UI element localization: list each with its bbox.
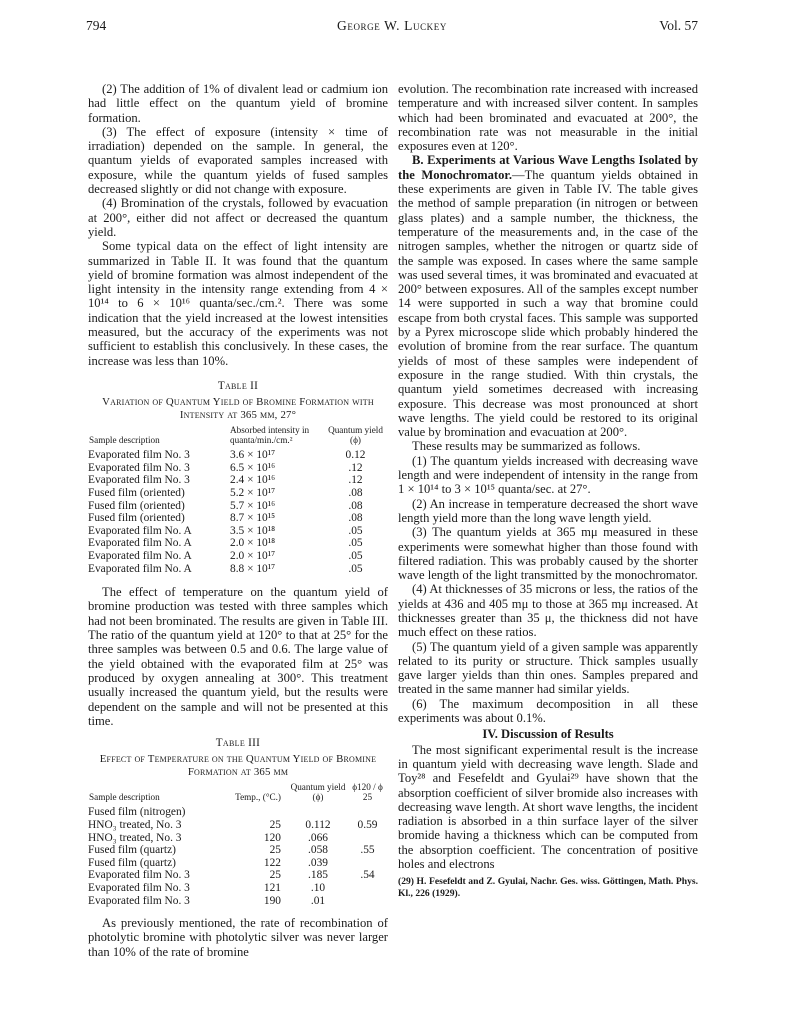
- table-cell: .05: [348, 562, 363, 575]
- paragraph: [398, 153, 698, 439]
- table-row: [88, 462, 388, 475]
- table-cell: Evaporated film No. 3: [88, 869, 190, 882]
- table-cell: [289, 806, 347, 819]
- table-cell: [347, 882, 388, 895]
- table-row: [88, 832, 388, 845]
- table-cell: .12: [348, 474, 363, 487]
- table-3: [88, 782, 388, 907]
- table-cell: HNO₃ treated, No. 3: [88, 819, 182, 832]
- table-cell: .54: [360, 869, 375, 882]
- paragraph: evolution. The recombination rate increased with increased temperature and with increased silver content. In samples which had been brominated and evacuated at 200°, the recombination rate was not measurable in the initial exposures even at 120°.: [398, 82, 698, 154]
- table-cell: Evaporated film No. 3: [88, 894, 190, 907]
- table-row: [88, 869, 388, 882]
- table-cell: 3.5 × 10¹⁸: [230, 524, 276, 537]
- page-header: [86, 18, 698, 38]
- subsection-heading: B. Experiments at Various Wave Lengths Isolated by the Monochromator.: [398, 153, 698, 182]
- table-cell: 5.7 × 10¹⁶: [230, 499, 276, 512]
- table-cell: 3.6 × 10¹⁷: [230, 449, 276, 462]
- table-cell: Fused film (quartz): [88, 856, 176, 869]
- page-number: 794: [86, 18, 107, 33]
- table-cell: .05: [348, 524, 363, 537]
- table-row: [88, 449, 388, 462]
- paragraph: The effect of temperature on the quantum yield of bromine production was tested with three samples which had not been brominated. The results are given in Table III. The ratio of the quantum yield at 120° to that at 25° for the three samples was between 0.5 and 0.6. The large value of the yield obtained with the evaporated film at 25° was produced by oxygen annealing at 300°. This treatment usually increased the quantum yield, but the results were dependent on the sample and will not be presented at this time.: [88, 585, 388, 728]
- table-cell: [230, 806, 289, 819]
- table-cell: Fused film (oriented): [88, 512, 185, 525]
- paragraph: (3) The effect of exposure (intensity × time of irradiation) depended on the sample. In general, the quantum yields of evaporated samples increased with exposure, while the quantum yields of fused samples decreased slightly or did not change with exposure.: [88, 124, 388, 197]
- table-cell: 120: [263, 831, 281, 844]
- left-column: [88, 82, 388, 959]
- table-cell: Evaporated film No. 3: [88, 474, 190, 487]
- table-row: [88, 895, 388, 908]
- table-cell: [347, 857, 388, 870]
- table-row: [88, 550, 388, 563]
- table-cell: .10: [310, 882, 326, 894]
- table-row: [88, 525, 388, 538]
- table-cell: .08: [348, 512, 363, 525]
- table-2-title: Table II: [217, 379, 259, 392]
- running-author: George W. Luckey: [337, 18, 447, 33]
- table-row: [88, 563, 388, 576]
- table-cell: 2.4 × 10¹⁶: [230, 474, 276, 487]
- table-cell: 2.0 × 10¹⁸: [230, 537, 276, 550]
- table-cell: 0.59: [357, 819, 378, 832]
- table-cell: 25: [269, 819, 281, 832]
- paragraph: (3) The quantum yields at 365 mμ measured in these experiments were somewhat higher than those found with filtered radiation. This was probably caused by the shorter wave length of the light transmitted by the monochromator.: [398, 525, 698, 583]
- volume-label: Vol. 57: [659, 18, 698, 33]
- table-cell: .05: [348, 549, 363, 562]
- paragraph: (6) The maximum decomposition in all these experiments was about 0.1%.: [398, 696, 698, 726]
- table-cell: 190: [263, 894, 281, 907]
- table-3-title: Table III: [215, 737, 261, 750]
- table-row: [88, 537, 388, 550]
- table-cell: .12: [348, 461, 363, 474]
- table-cell: Evaporated film No. A: [88, 562, 192, 575]
- paragraph: Some typical data on the effect of light intensity are summarized in Table II. It was found that the quantum yield of bromine formation was almost independent of the light intensity in the intensity range extending from 4 × 10¹⁴ to 6 × 10¹⁶ quanta/sec./cm.². There was some indication that the yield increased at the lowest intensities measured, but the accuracy of the experiments was not sufficient to establish this conclusively. In these cases, the increase was less than 10%.: [88, 239, 388, 368]
- table-cell: .058: [308, 844, 328, 857]
- table-cell: Fused film (oriented): [88, 499, 185, 512]
- table-row: [88, 487, 388, 500]
- table-row: [88, 857, 388, 870]
- table-cell: 5.2 × 10¹⁷: [230, 487, 276, 500]
- section-heading: IV. Discussion of Results: [482, 727, 614, 742]
- table-cell: .55: [360, 844, 375, 857]
- table-cell: [347, 806, 388, 819]
- table-cell: HNO₃ treated, No. 3: [88, 831, 182, 844]
- table-cell: Fused film (oriented): [88, 487, 185, 500]
- table-row: [88, 500, 388, 513]
- table-cell: .066: [308, 831, 328, 844]
- table-cell: Evaporated film No. 3: [88, 449, 190, 462]
- table-cell: Evaporated film No. 3: [88, 461, 190, 474]
- right-column: [398, 82, 698, 900]
- table-cell: .039: [308, 856, 328, 869]
- paragraph: (5) The quantum yield of a given sample was apparently related to its purity or structure. Thick samples usually gave larger yields than thin ones. Samples prepared and treated in the same manner had similar yields.: [398, 639, 698, 697]
- table-cell: [347, 895, 388, 908]
- table-header-cell: Quantum yield (ϕ): [328, 425, 383, 445]
- table-cell: 0.112: [305, 819, 331, 832]
- paragraph: As previously mentioned, the rate of recombination of photolytic bromine with photolytic silver was never larger than 10% of the rate of bromine: [88, 916, 388, 959]
- table-2: [88, 425, 388, 575]
- table-header-cell: Quantum yield (ϕ): [290, 782, 346, 802]
- table-cell: Fused film (nitrogen): [88, 806, 186, 819]
- paragraph: The most significant experimental result is the increase in quantum yield with decreasing wave length. Slade and Toy²⁸ and Fesefeldt and Gyulai²⁹ have shown that the absorption coefficient of silver bromide also increases with decreasing wave length. At short wave lengths, the incident radiation is absorbed in a thin surface layer of the silver bromide having a thickness which can be computed from the absorption coefficient. The concentration of positive holes and electrons: [398, 742, 698, 872]
- table-header-cell: Sample description: [89, 791, 160, 802]
- table-cell: Evaporated film No. A: [88, 524, 192, 537]
- table-cell: 6.5 × 10¹⁶: [230, 461, 276, 474]
- table-cell: Fused film (quartz): [88, 844, 176, 857]
- table-cell: 25: [269, 869, 281, 882]
- table-2-caption: Variation of Quantum Yield of Bromine Formation with Intensity at 365 mμ, 27°: [102, 396, 374, 422]
- table-row: [88, 882, 388, 895]
- table-cell: 121: [263, 882, 281, 894]
- table-cell: 25: [269, 844, 281, 857]
- table-header-cell: Absorbed intensity in quanta/min./cm.²: [230, 425, 310, 445]
- table-cell: .01: [310, 894, 326, 907]
- table-row: [88, 512, 388, 525]
- table-cell: 0.12: [345, 449, 366, 462]
- table-cell: 8.8 × 10¹⁷: [230, 562, 276, 575]
- table-header-cell: Temp., (°C.): [235, 791, 281, 802]
- table-cell: .08: [348, 487, 363, 500]
- table-cell: 8.7 × 10¹⁵: [230, 512, 276, 525]
- table-row: [88, 806, 388, 819]
- paragraph: (4) Bromination of the crystals, followed by evacuation at 200°, either did not affect or decreased the quantum yield.: [88, 196, 388, 239]
- paragraph: (4) At thicknesses of 35 microns or less, the ratios of the yields at 436 and 405 mμ to those at 365 mμ increased. At thicknesses greater than 35 μ, the thickness did not have much effect on these ratios.: [398, 582, 698, 640]
- table-cell: Evaporated film No. A: [88, 549, 192, 562]
- paragraph-body: —The quantum yields obtained in these experiments are given in Table IV. The table gives the method of sample preparation (in nitrogen or between glass plates) and a sample number, the thickness, the temperature of the measurements and, in the case of the nitrogen samples, whether the nitrogen or quartz side of the sample was exposed. In cases where the same sample was used several times, it was brominated and evacuated at 200° between exposures. All of the samples except number 14 were supported in such a way that bromine could escape from both crystal faces. This sample was supported by a Pyrex microscope slide which probably hindered the evolution of bromine from the rear surface. The quantum yields of most of these samples were independent of exposure in the range studied. With thin crystals, the quantum yield sometimes decreased with increasing exposure. This decrease was most pronounced at short wave lengths. The yield could be restored to its original value by bromination and evacuation at 200°.: [398, 167, 698, 440]
- table-cell: Evaporated film No. A: [88, 537, 192, 550]
- table-row: [88, 844, 388, 857]
- table-row: [88, 819, 388, 832]
- paragraph: (1) The quantum yields increased with decreasing wave length and were independent of intensity in the range from 1 × 10¹⁴ to 3 × 10¹⁵ quanta/sec. at 27°.: [398, 453, 698, 497]
- table-cell: .05: [348, 537, 363, 550]
- footnote: (29) H. Fesefeldt and Z. Gyulai, Nachr. Ges. wiss. Göttingen, Math. Phys. Kl., 226 (1929).: [398, 876, 698, 900]
- table-cell: .08: [348, 499, 363, 512]
- table-header-cell: Sample description: [89, 434, 160, 445]
- table-header-cell: ϕ120 / ϕ 25: [352, 782, 383, 802]
- table-cell: Evaporated film No. 3: [88, 882, 190, 894]
- paragraph: These results may be summarized as follows.: [412, 439, 641, 454]
- paragraph: (2) The addition of 1% of divalent lead or cadmium ion had little effect on the quantum yield of bromine formation.: [88, 82, 388, 125]
- table-cell: [347, 832, 388, 845]
- table-row: [88, 474, 388, 487]
- paragraph: (2) An increase in temperature decreased the short wave length yield more than the long wave length yield.: [398, 496, 698, 525]
- table-cell: 122: [263, 856, 281, 869]
- table-cell: .185: [308, 869, 328, 882]
- table-cell: 2.0 × 10¹⁷: [230, 549, 276, 562]
- table-3-caption: Effect of Temperature on the Quantum Yield of Bromine Formation at 365 mμ: [99, 753, 377, 779]
